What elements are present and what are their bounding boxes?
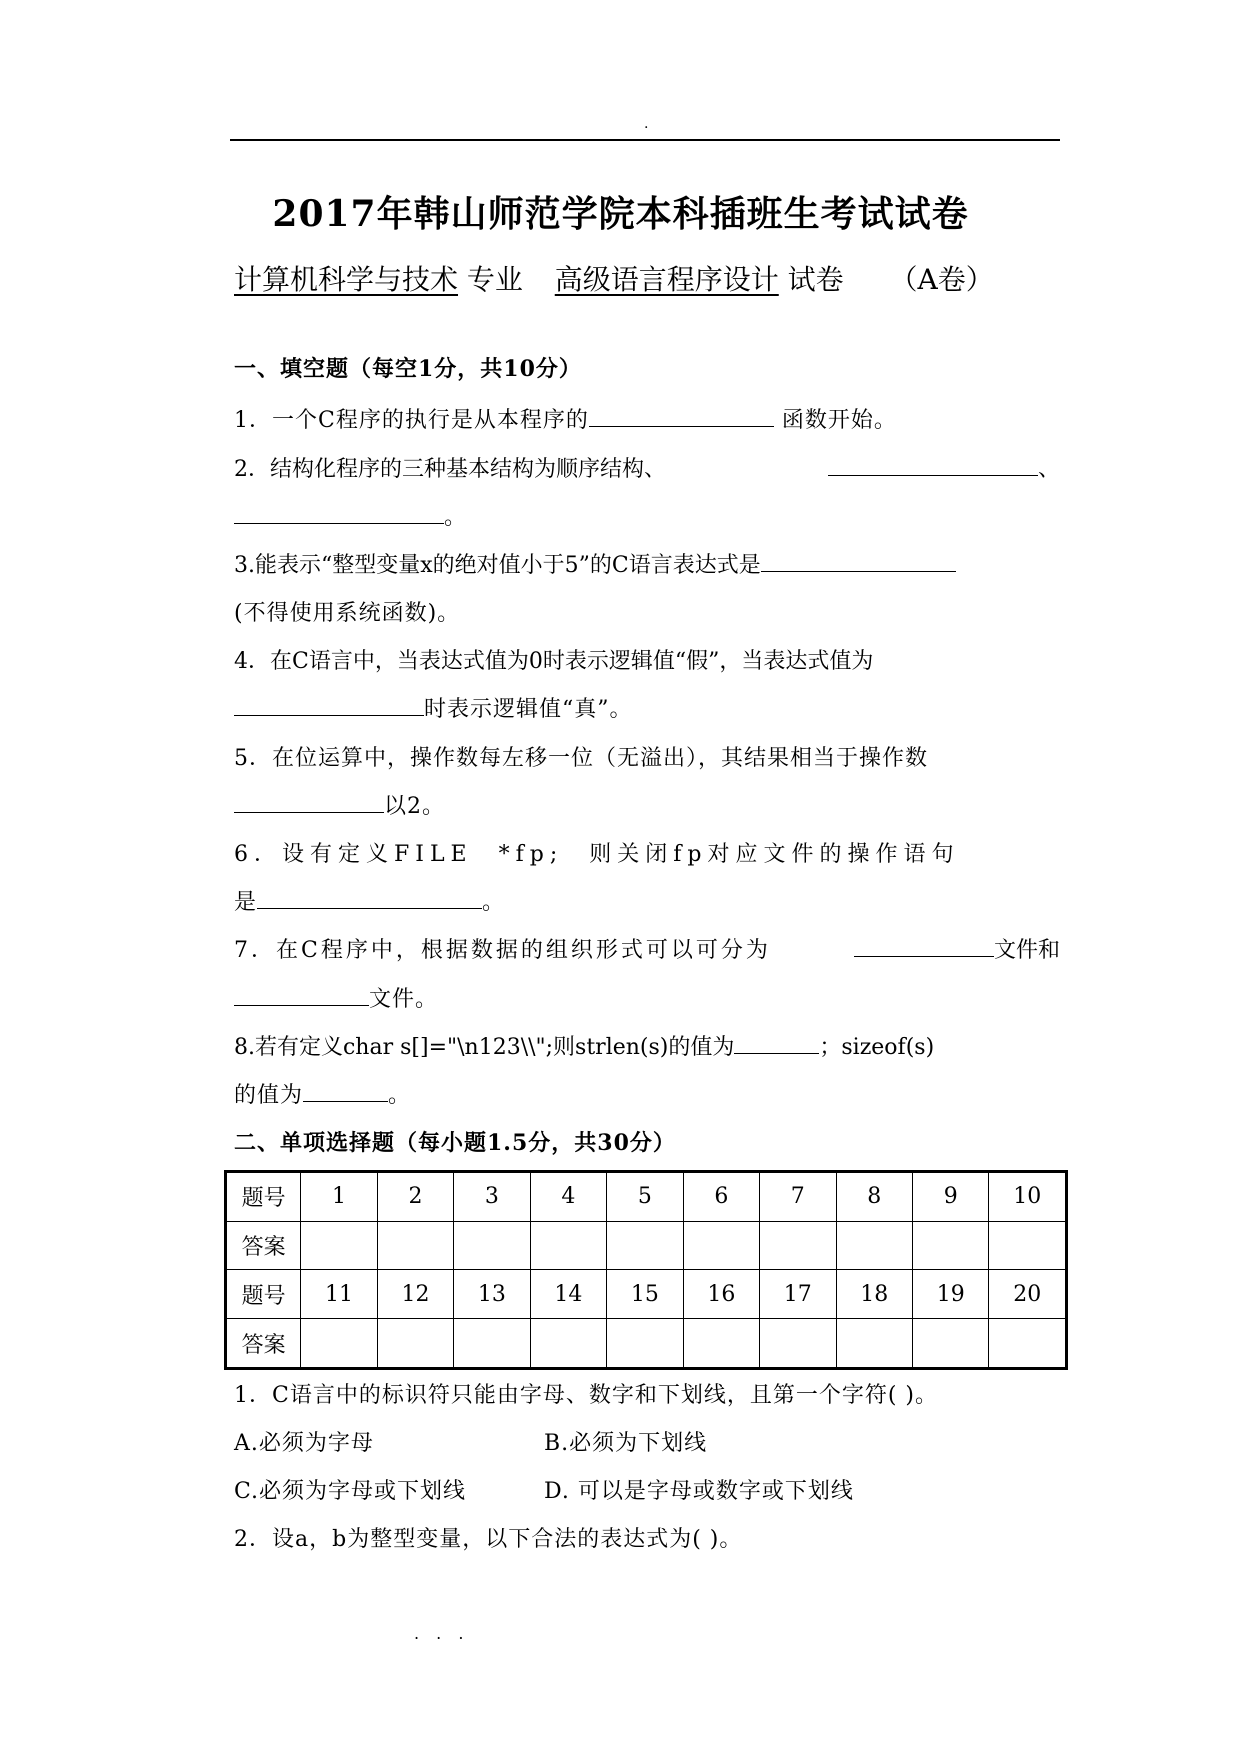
question-number: 1 [301,1172,377,1222]
mc-q1-stem: 1．C语言中的标识符只能由字母、数字和下划线，且第一个字符( )。 [234,1383,938,1408]
exam-title: 2017年韩山师范学院本科插班生考试试卷 [272,193,969,235]
answer-blank[interactable] [828,474,1038,476]
answer-blank[interactable] [761,570,956,572]
header-rule [230,139,1060,141]
answer-cell[interactable] [530,1221,606,1270]
answer-table [224,1170,1068,1370]
question-number: 6 [683,1172,759,1222]
answer-cell[interactable] [836,1319,912,1369]
answer-cell[interactable] [377,1319,453,1369]
mc-q1-option-a[interactable]: A.必须为字母 [234,1431,374,1456]
question-number: 4 [530,1172,606,1222]
answer-blank[interactable] [303,1100,388,1102]
question-number: 9 [913,1172,989,1222]
course-name: 高级语言程序设计 [554,263,779,296]
question-number: 19 [913,1270,989,1319]
q1-fill: 1．一个C程序的执行是从本程序的 函数开始。 [234,408,897,433]
mc-q1-option-c[interactable]: C.必须为字母或下划线 [234,1479,467,1504]
answer-blank[interactable] [734,1052,819,1054]
row-label: 题号 [226,1172,301,1222]
answer-cell[interactable] [530,1319,606,1369]
major-name: 计算机科学与技术 [234,263,459,296]
q7-fill-line2: 文件。 [234,982,438,1013]
answer-blank[interactable] [257,907,482,909]
question-number: 3 [454,1172,530,1222]
answer-cell[interactable] [836,1221,912,1270]
question-number: 14 [530,1270,606,1319]
course-suffix: 试卷 [787,263,844,296]
answer-blank[interactable] [589,425,774,427]
answer-cell[interactable] [989,1221,1067,1270]
question-number: 8 [836,1172,912,1222]
row-label: 题号 [226,1270,301,1319]
question-number: 5 [607,1172,683,1222]
answer-blank[interactable] [854,955,994,957]
mc-q1-option-d[interactable]: D. 可以是字母或数字或下划线 [544,1479,854,1504]
answer-cell[interactable] [989,1319,1067,1369]
question-number: 2 [377,1172,453,1222]
q8-fill: 8.若有定义char s[]="\n123\\";则strlen(s)的值为 ；sizeof(s) [234,1035,935,1060]
answer-blank[interactable] [234,522,444,524]
answer-blank[interactable] [234,714,424,716]
q6-fill: 6．设有定义FILE *fp; 则关闭fp对应文件的操作语句 [234,842,960,867]
section1-heading: 一、填空题（每空1分，共10分） [234,356,582,382]
q5-fill-line2: 以2。 [234,789,445,820]
question-number: 11 [301,1270,377,1319]
q3-fill: 3.能表示“整型变量x的绝对值小于5”的C语言表达式是 [234,548,956,579]
row-label: 答案 [226,1221,301,1270]
q2-fill: 2．结构化程序的三种基本结构为顺序结构、 、 [234,457,1060,482]
answer-cell[interactable] [760,1319,836,1369]
table-row [226,1270,1067,1319]
q5-fill: 5．在位运算中，操作数每左移一位（无溢出），其结果相当于操作数 [234,746,928,771]
q8-fill-line2: 的值为 。 [234,1083,412,1108]
q6-fill-line2: 是 。 [234,890,506,915]
table-row [226,1319,1067,1369]
answer-cell[interactable] [301,1319,377,1369]
question-number: 13 [454,1270,530,1319]
answer-cell[interactable] [683,1319,759,1369]
answer-cell[interactable] [913,1221,989,1270]
answer-blank[interactable] [234,1004,369,1006]
section2-heading: 二、单项选择题（每小题1.5分，共30分） [234,1130,676,1156]
question-number: 18 [836,1270,912,1319]
answer-cell[interactable] [454,1221,530,1270]
q4-fill: 4．在C语言中，当表达式值为0时表示逻辑值“假”，当表达式值为 [234,649,874,674]
question-number: 7 [760,1172,836,1222]
question-number: 12 [377,1270,453,1319]
paper-version: （A卷） [889,263,994,296]
q2-fill-line2: 。 [234,500,467,531]
question-number: 16 [683,1270,759,1319]
question-number: 15 [607,1270,683,1319]
answer-cell[interactable] [760,1221,836,1270]
answer-cell[interactable] [913,1319,989,1369]
answer-cell[interactable] [607,1319,683,1369]
answer-cell[interactable] [377,1221,453,1270]
answer-cell[interactable] [683,1221,759,1270]
q4-fill-line2: 时表示逻辑值“真”。 [234,692,633,723]
mc-q1-option-b[interactable]: B.必须为下划线 [544,1431,708,1456]
major-suffix: 专业 [466,263,523,296]
footer-dots: . . . [414,1624,470,1643]
question-number: 17 [760,1270,836,1319]
answer-cell[interactable] [454,1319,530,1369]
row-label: 答案 [226,1319,301,1369]
question-number: 10 [989,1172,1067,1222]
q7-fill: 7．在C程序中，根据数据的组织形式可以可分为 文件和 [234,938,1060,963]
table-row [226,1221,1067,1270]
exam-subtitle [234,258,994,298]
q3-fill-line2: (不得使用系统函数)。 [234,601,461,626]
header-dot: . [644,116,649,132]
table-row [226,1172,1067,1222]
answer-blank[interactable] [234,811,384,813]
answer-cell[interactable] [607,1221,683,1270]
mc-q2-stem: 2．设a，b为整型变量，以下合法的表达式为( )。 [234,1527,743,1552]
question-number: 20 [989,1270,1067,1319]
answer-cell[interactable] [301,1221,377,1270]
